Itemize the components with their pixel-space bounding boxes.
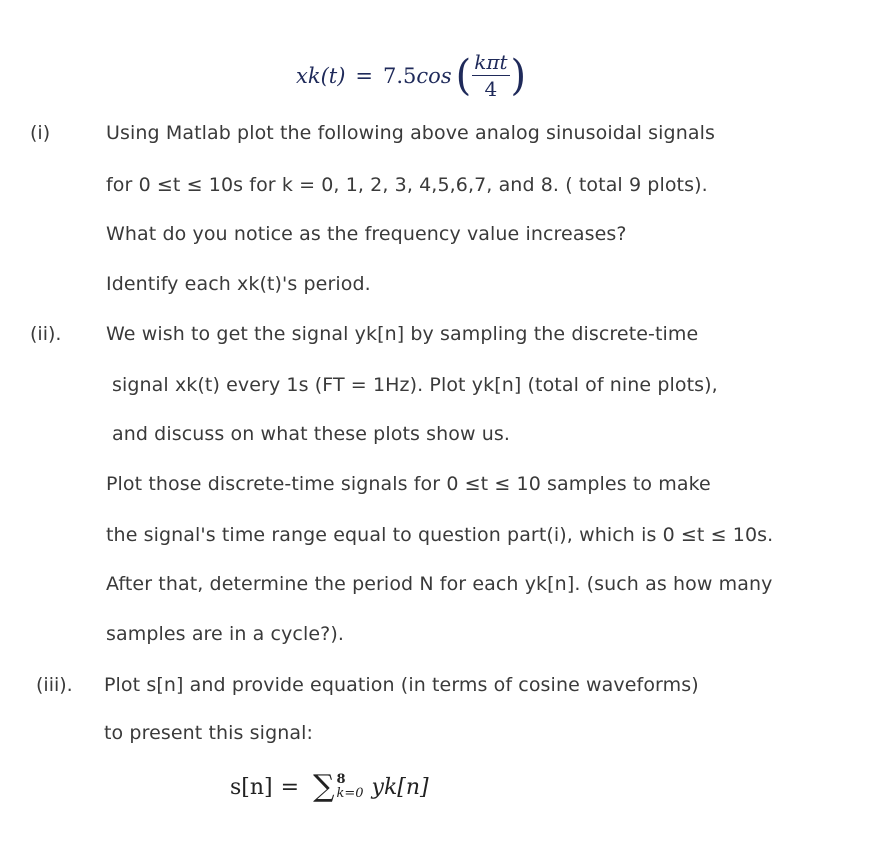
- part-iii-line-1: Plot s[n] and provide equation (in terms of cosine waveforms): [104, 674, 699, 696]
- part-ii-line-4: Plot those discrete-time signals for 0 ≤t ≤ 10 samples to make: [106, 473, 711, 495]
- part-ii-line-1: We wish to get the signal yk[n] by sampling the discrete-time: [106, 323, 699, 345]
- part-i-line-1: Using Matlab plot the following above analog sinusoidal signals: [106, 122, 715, 144]
- eq-lhs: xk(t): [296, 63, 346, 88]
- bottom-equation: [230, 769, 429, 804]
- eq-open-paren: (: [455, 51, 472, 100]
- sum-lhs: s[n]: [230, 774, 273, 800]
- part-ii-line-5: the signal's time range equal to question part(i), which is 0 ≤t ≤ 10s.: [106, 524, 774, 546]
- top-equation: [296, 50, 526, 101]
- eq-equals: =: [355, 63, 374, 88]
- part-i-label: (i): [30, 122, 51, 144]
- sum-limits: [336, 771, 364, 801]
- part-ii-label: (ii).: [30, 323, 62, 345]
- sum-term: yk[n]: [371, 774, 429, 800]
- sum-lower: k=0: [336, 786, 364, 801]
- sum-upper: 8: [336, 771, 346, 787]
- part-i-line-2: for 0 ≤t ≤ 10s for k = 0, 1, 2, 3, 4,5,6,7, and 8. ( total 9 plots).: [106, 174, 708, 196]
- part-ii-line-2: signal xk(t) every 1s (FT = 1Hz). Plot yk[n] (total of nine plots),: [112, 374, 718, 396]
- eq-func: cos: [416, 63, 452, 88]
- part-iii-line-2: to present this signal:: [104, 722, 313, 744]
- eq-close-paren: ): [510, 51, 527, 100]
- eq-denominator: 4: [484, 77, 498, 101]
- eq-coef: 7.5: [383, 63, 417, 88]
- part-ii-line-6: After that, determine the period N for each yk[n]. (such as how many: [106, 573, 773, 595]
- part-ii-line-3: and discuss on what these plots show us.: [112, 423, 511, 445]
- sigma-icon: ∑: [313, 769, 335, 804]
- part-iii-label: (iii).: [36, 674, 73, 696]
- eq-numerator: kπt: [474, 50, 508, 74]
- part-i-line-3: What do you notice as the frequency value increases?: [106, 223, 627, 245]
- part-ii-line-7: samples are in a cycle?).: [106, 623, 344, 645]
- sum-equals: =: [280, 774, 300, 800]
- eq-fraction: [472, 50, 509, 101]
- part-i-line-4: Identify each xk(t)'s period.: [106, 273, 371, 295]
